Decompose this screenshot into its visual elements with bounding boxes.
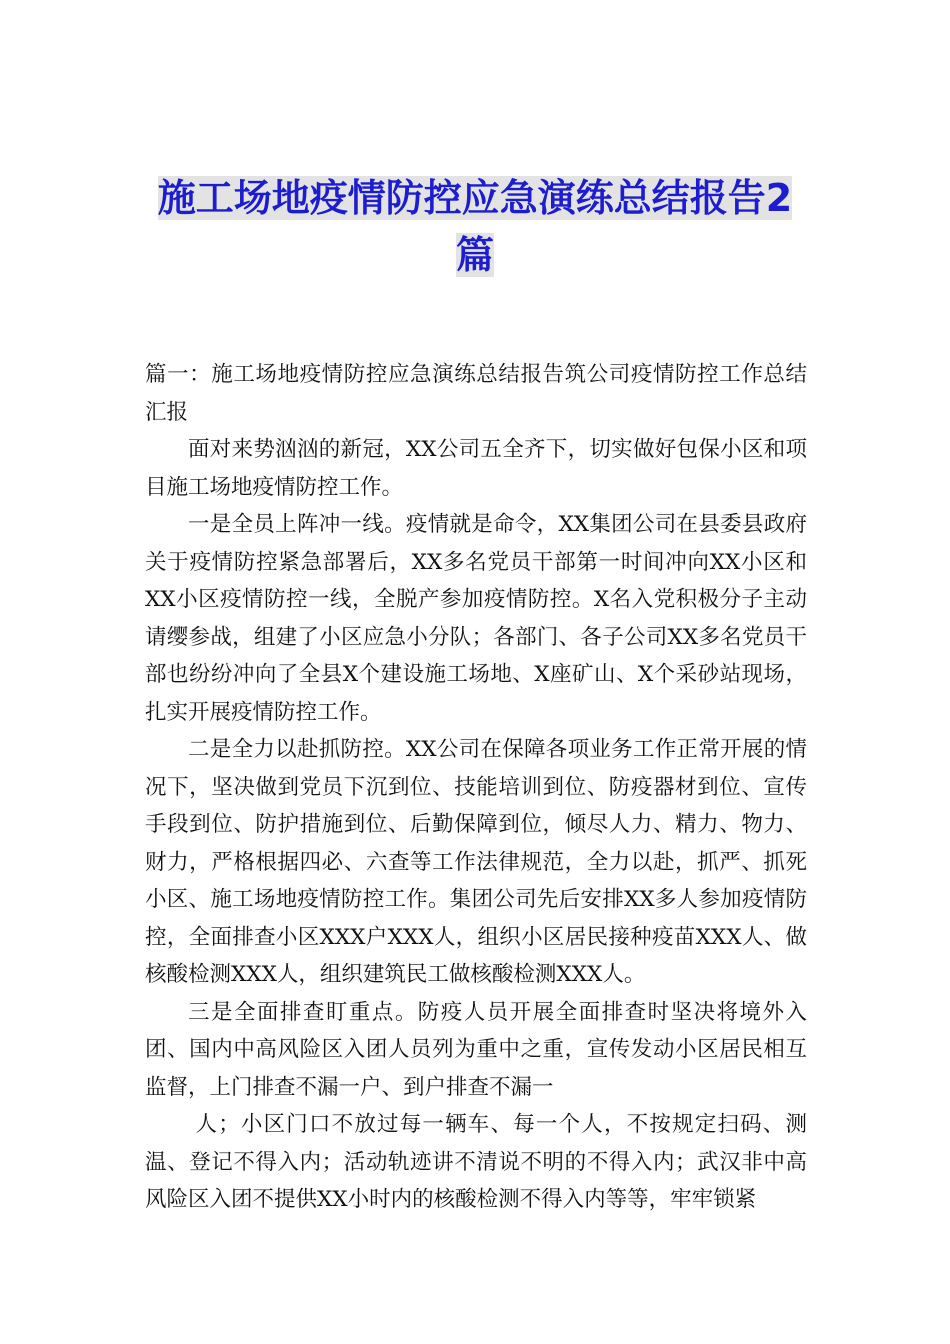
paragraph-continuation: 人；小区门口不放过每一辆车、每一个人，不按规定扫码、测温、登记不得入内；活动轨迹讲不清说不明的不得入内；武汉非中高风险区入团不提供XX小时内的核酸检测不得入内等等，牢牢锁紧 [145,1112,807,1212]
document-title [140,170,810,284]
title-line-2: 篇 [455,233,494,277]
paragraph-point-2: 二是全力以赴抓防控。XX公司在保障各项业务工作正常开展的情况下，坚决做到党员下沉到位、技能培训到位、防疫器材到位、宣传手段到位、防护措施到位、后勤保障到位，倾尽人力、精力、物力、财力，严格根据四必、六查等工作法律规范，全力以赴，抓严、抓死小区、施工场地疫情防控工作。集团公司先后安排XX多人参加疫情防控，全面排查小区XXX户XXX人，组织小区居民接种疫苗XXX人、做核酸检测XXX人，组织建筑民工做核酸检测XXX人。 [145,737,807,987]
section-heading: 篇一：施工场地疫情防控应急演练总结报告筑公司疫情防控工作总结汇报 [145,362,807,425]
title-line-1: 施工场地疫情防控应急演练总结报告2 [157,176,793,220]
paragraph-point-1: 一是全员上阵冲一线。疫情就是命令，XX集团公司在县委县政府关于疫情防控紧急部署后，XX多名党员干部第一时间冲向XX小区和XX小区疫情防控一线，全脱产参加疫情防控。X名入党积极分子主动请缨参战，组建了小区应急小分队；各部门、各子公司XX多名党员干部也纷纷冲向了全县X个建设施工场地、X座矿山、X个采砂站现场，扎实开展疫情防控工作。 [145,512,807,725]
paragraph-point-3: 三是全面排查盯重点。防疫人员开展全面排查时坚决将境外入团、国内中高风险区入团人员列为重中之重，宣传发动小区居民相互监督，上门排查不漏一户、到户排查不漏一 [145,999,807,1100]
paragraph-intro: 面对来势汹汹的新冠，XX公司五全齐下，切实做好包保小区和项目施工场地疫情防控工作。 [145,437,807,500]
document-body [145,356,807,1219]
